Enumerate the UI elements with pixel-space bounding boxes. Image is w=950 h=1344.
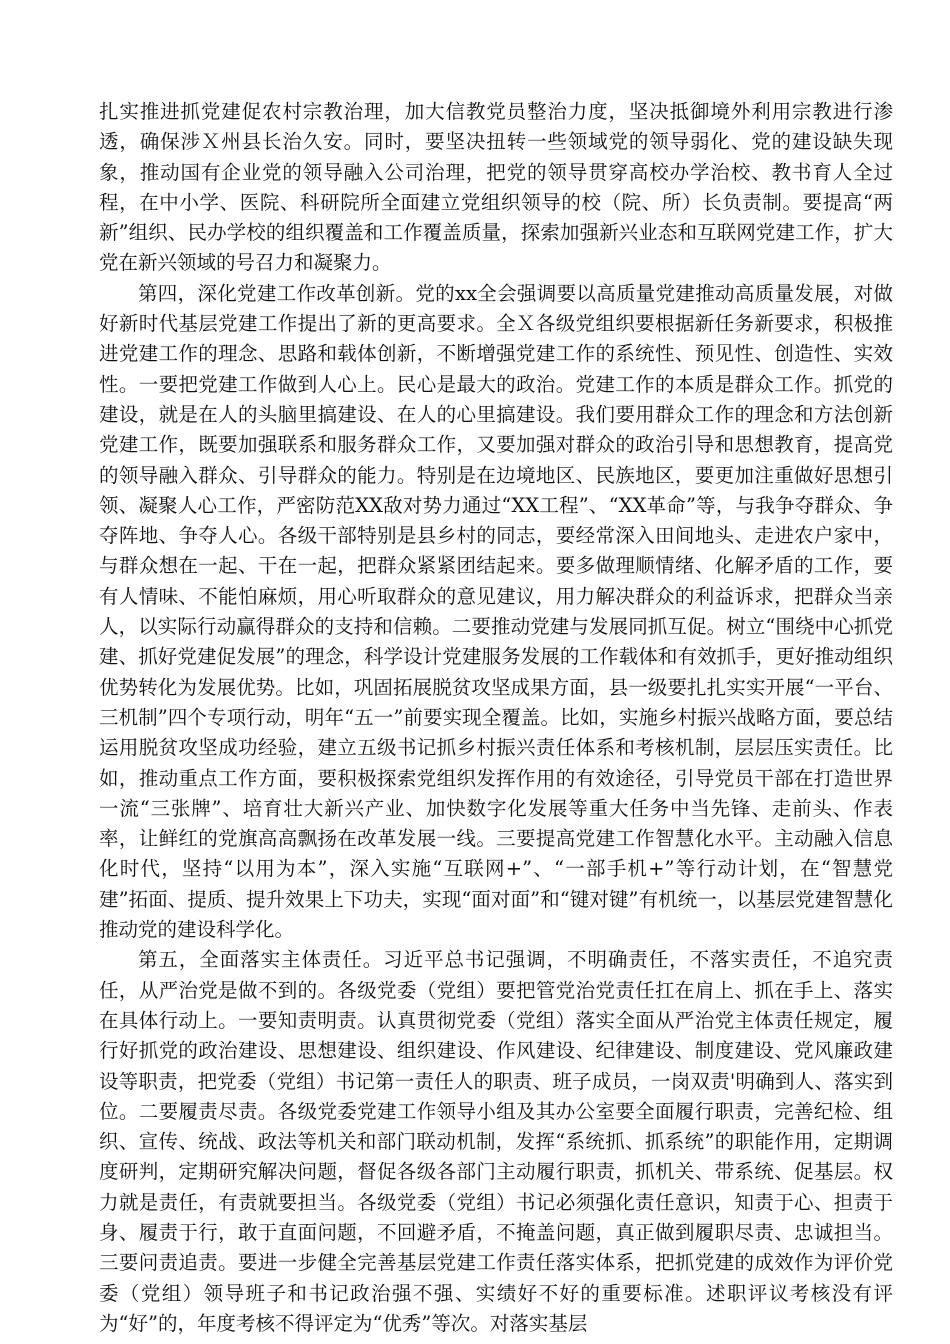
paragraph-fourth-point: 第四，深化党建工作改革创新。党的xx全会强调要以高质量党建推动高质量发展，对做好新时代基层党建工作提出了新的更高要求。全Ｘ各级党组织要根据新任务新要求，积极推进党建工作的理念、思路和载体创新，不断增强党建工作的系统性、预见性、创造性、实效性。一要把党建工作做到人心上。民心是最大的政治。党建工作的本质是群众工作。抓党的建设，就是在人的头脑里搞建设、在人的心里搞建设。我们要用群众工作的理念和方法创新党建工作，既要加强联系和服务群众工作，又要加强对群众的政治引导和思想教育，提高党的领导融入群众、引导群众的能力。特别是在边境地区、民族地区，要更加注重做好思想引领、凝聚人心工作，严密防范XX敌对势力通过“XX工程”、“XX革命”等，与我争夺群众、争夺阵地、争夺人心。各级干部特别是县乡村的同志，要经常深入田间地头、走进农户家中，与群众想在一起、干在一起，把群众紧紧团结起来。要多做理顺情绪、化解矛盾的工作，要有人情味、不能怕麻烦，用心听取群众的意见建议，用力解决群众的利益诉求，把群众当亲人，以实际行动赢得群众的支持和信赖。二要推动党建与发展同抓互促。树立“围绕中心抓党建、抓好党建促发展”的理念，科学设计党建服务发展的工作载体和有效抓手，更好推动组织优势转化为发展优势。比如，巩固拓展脱贫攻坚成果方面，县一级要扎扎实实开展“一平台、三机制”四个专项行动，明年“五一”前要实现全覆盖。比如，实施乡村振兴战略方面，要总结运用脱贫攻坚成功经验，建立五级书记抓乡村振兴责任体系和考核机制，层层压实责任。比如，推动重点工作方面，要积极探索党组织发挥作用的有效途径，引导党员干部在打造世界一流“三张牌”、培育壮大新兴产业、加快数字化发展等重大任务中当先锋、走前头、作表率，让鲜红的党旗高高飘扬在改革发展一线。三要提高党建工作智慧化水平。主动融入信息化时代，坚持“以用为本”，深入实施“互联网+”、“一部手机+”等行动计划，在“智慧党建”拓面、提质、提升效果上下功夫，实现“面对面”和“键对键”有机统一，以基层党建智慧化推动党的建设科学化。 xyxy=(99,281,893,942)
document-page xyxy=(99,97,893,1339)
paragraph-continuation: 扎实推进抓党建促农村宗教治理，加大信教党员整治力度，坚决抵御境外利用宗教进行渗透，确保涉Ｘ州县长治久安。同时，要坚决扭转一些领域党的领导弱化、党的建设缺失现象，推动国有企业党的领导融入公司治理，把党的领导贯穿高校办学治校、教书育人全过程，在中小学、医院、科研院所全面建立党组织领导的校（院、所）长负责制。要提高“两新”组织、民办学校的组织覆盖和工作覆盖质量，探索加强新兴业态和互联网党建工作，扩大党在新兴领域的号召力和凝聚力。 xyxy=(99,100,893,275)
paragraph-fifth-point: 第五，全面落实主体责任。习近平总书记强调，不明确责任，不落实责任，不追究责任，从严治党是做不到的。各级党委（党组）要把管党治党责任扛在肩上、抓在手上、落实在具体行动上。一要知责明责。认真贯彻党委（党组）落实全面从严治党主体责任规定，履行好抓党的政治建设、思想建设、组织建设、作风建设、纪律建设、制度建设、党风廉政建设等职责，把党委（党组）书记第一责任人的职责、班子成员，一岗双责'明确到人、落实到位。二要履责尽责。各级党委党建工作领导小组及其办公室要全面履行职责，完善纪检、组织、宣传、统战、政法等机关和部门联动机制，发挥“系统抓、抓系统”的职能作用，定期调度研判，定期研究解决问题，督促各级各部门主动履行职责，抓机关、带系统、促基层。权力就是责任，有责就要担当。各级党委（党组）书记必须强化责任意识，知责于心、担责于身、履责于行，敢于直面问题，不回避矛盾，不掩盖问题，真正做到履职尽责、忠诚担当。三要问责追责。要进一步健全完善基层党建工作责任落实体系，把抓党建的成效作为评价党委（党组）领导班子和书记政治强不强、实绩好不好的重要标准。述职评议考核没有评为“好”的，年度考核不得评定为“优秀”等次。对落实基层 xyxy=(99,948,893,1335)
